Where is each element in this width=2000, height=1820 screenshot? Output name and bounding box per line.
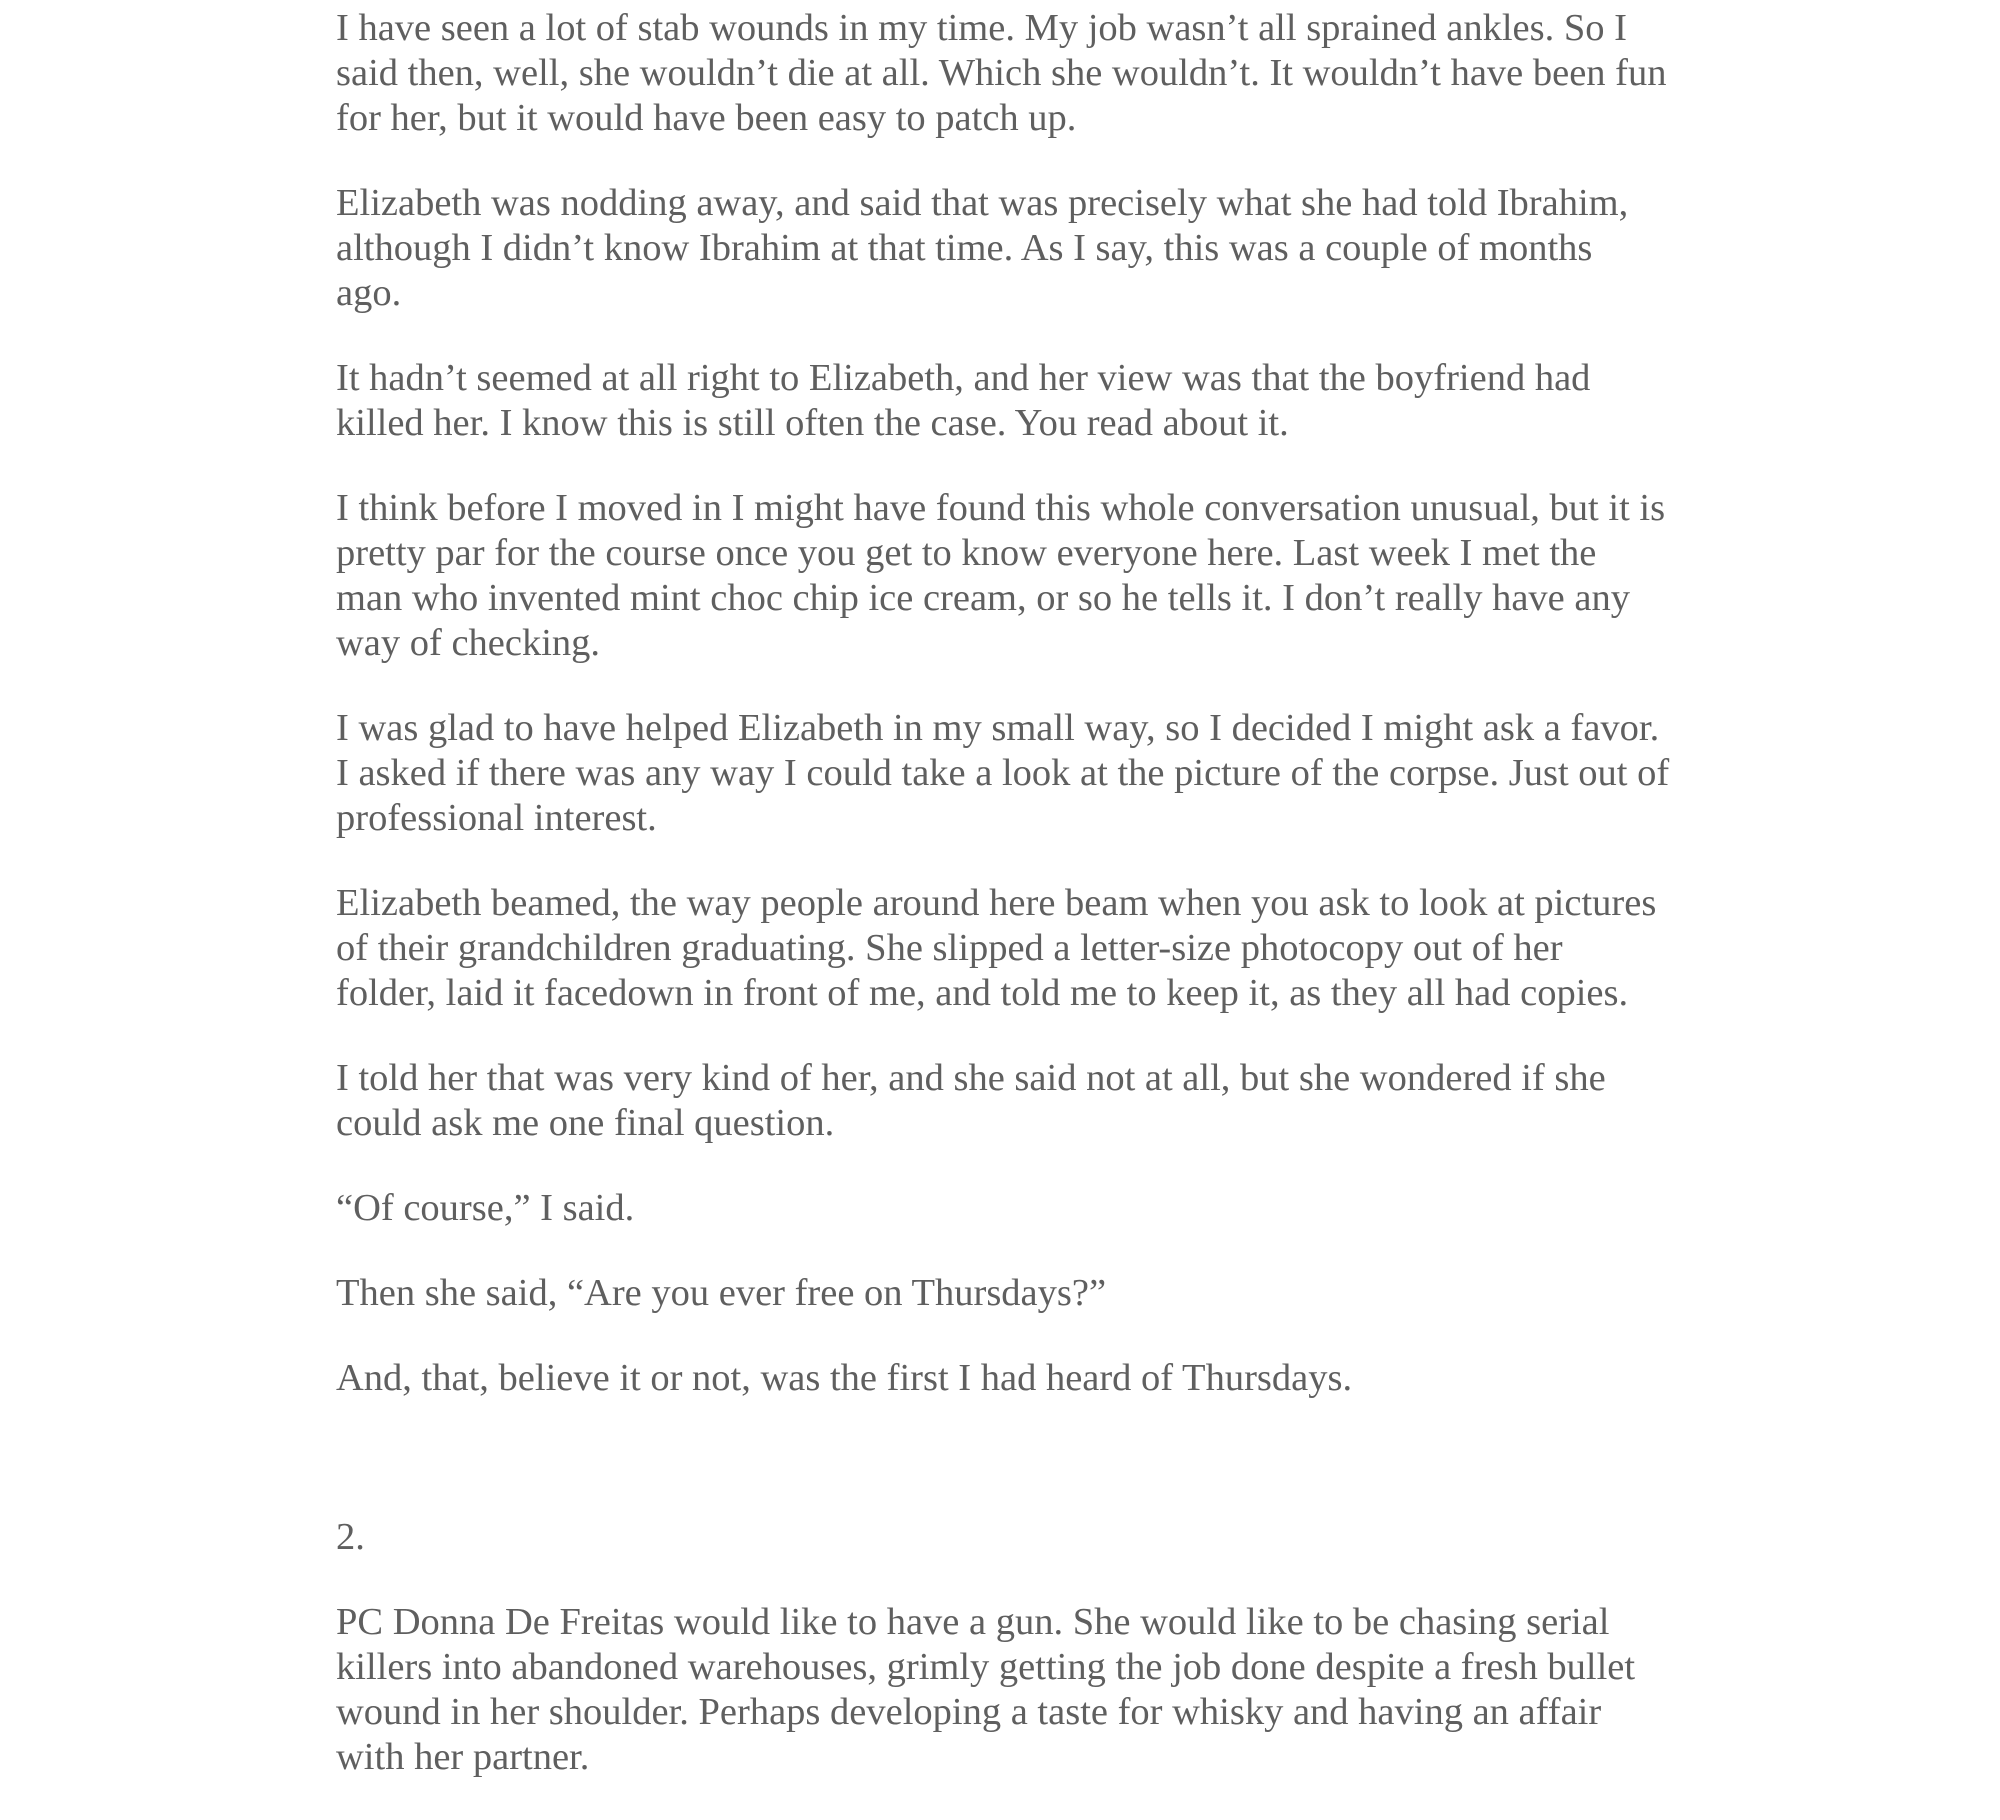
text-line: could ask me one final question. [336,1102,835,1144]
text-line: man who invented mint choc chip ice cream, or so he tells it. I don’t really have any [336,577,1630,619]
paragraph [336,1600,1696,1780]
text-line: for her, but it would have been easy to patch up. [336,97,1077,139]
text-line: Elizabeth was nodding away, and said that was precisely what she had told Ibrahim, [336,182,1629,224]
text-line: I have seen a lot of stab wounds in my time. My job wasn’t all sprained ankles. So I [336,7,1627,49]
text-line: folder, laid it facedown in front of me, and told me to keep it, as they all had copies. [336,972,1629,1014]
text-line: I told her that was very kind of her, and she said not at all, but she wondered if she [336,1057,1606,1099]
text-line: I was glad to have helped Elizabeth in my small way, so I decided I might ask a favor. [336,707,1660,749]
chapter-number: 2. [336,1516,365,1558]
body-text-after [336,1600,1696,1780]
paragraph [336,486,1696,666]
book-page [336,0,1696,1820]
paragraph [336,6,1696,141]
text-line: “Of course,” I said. [336,1187,635,1229]
text-line: killed her. I know this is still often the case. You read about it. [336,402,1289,444]
paragraph [336,1271,1696,1316]
text-line: I asked if there was any way I could take a look at the picture of the corpse. Just out of [336,752,1670,794]
paragraph [336,1056,1696,1146]
paragraph [336,1186,1696,1231]
body-text-before [336,6,1696,1401]
paragraph [336,356,1696,446]
text-line: with her partner. [336,1736,590,1778]
paragraph [336,1356,1696,1401]
text-line: professional interest. [336,797,657,839]
paragraph [336,706,1696,841]
text-line: killers into abandoned warehouses, grimly getting the job done despite a fresh bullet [336,1646,1636,1688]
text-line: I think before I moved in I might have found this whole conversation unusual, but it is [336,487,1666,529]
paragraph [336,181,1696,316]
text-line: although I didn’t know Ibrahim at that time. As I say, this was a couple of months [336,227,1593,269]
text-line: It hadn’t seemed at all right to Elizabeth, and her view was that the boyfriend had [336,357,1591,399]
text-line: And, that, believe it or not, was the first I had heard of Thursdays. [336,1357,1353,1399]
text-line: ago. [336,272,402,314]
text-line: said then, well, she wouldn’t die at all. Which she wouldn’t. It wouldn’t have been fun [336,52,1667,94]
text-line: Elizabeth beamed, the way people around here beam when you ask to look at pictures [336,882,1657,924]
text-line: pretty par for the course once you get to know everyone here. Last week I met the [336,532,1597,574]
paragraph [336,881,1696,1016]
text-line: PC Donna De Freitas would like to have a gun. She would like to be chasing serial [336,1601,1610,1643]
text-line: way of checking. [336,622,601,664]
text-line: Then she said, “Are you ever free on Thursdays?” [336,1272,1107,1314]
text-line: of their grandchildren graduating. She slipped a letter-size photocopy out of her [336,927,1563,969]
text-line: wound in her shoulder. Perhaps developing a taste for whisky and having an affair [336,1691,1602,1733]
